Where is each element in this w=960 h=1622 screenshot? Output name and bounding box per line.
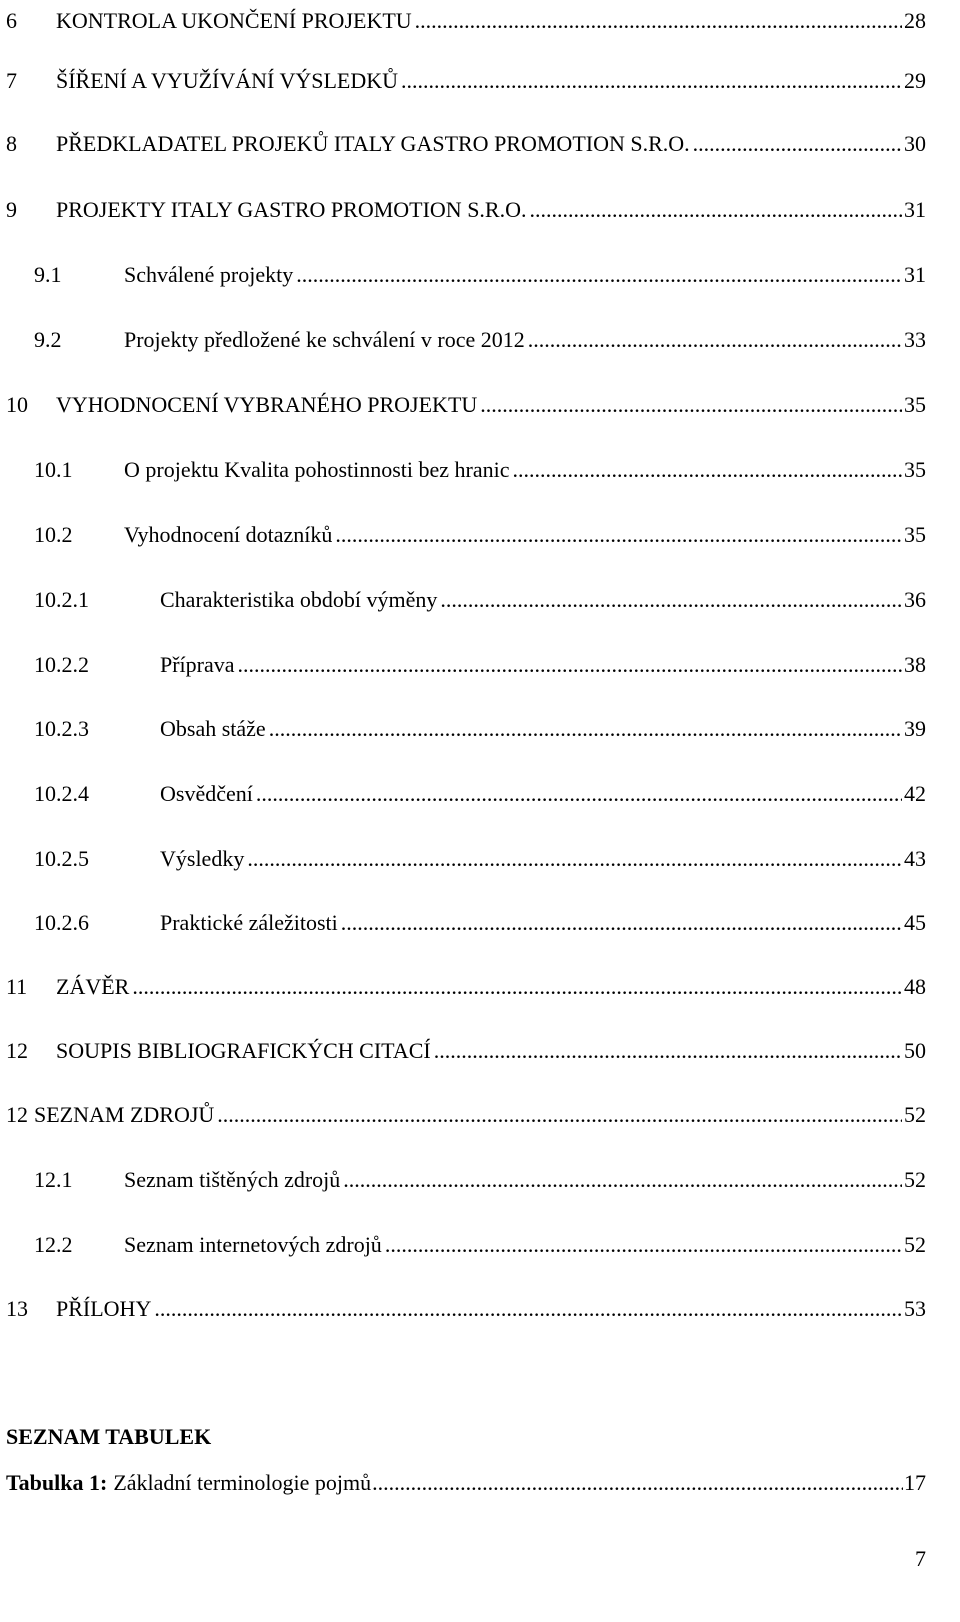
dot-leader xyxy=(217,1098,902,1132)
toc-page: 36 xyxy=(904,587,926,612)
toc-number: 10.2.1 xyxy=(34,587,89,612)
toc-number: 7 xyxy=(6,68,17,93)
toc-page: 45 xyxy=(904,910,926,935)
dot-leader xyxy=(238,648,902,682)
toc-entry xyxy=(6,193,926,227)
toc-entry xyxy=(6,388,926,422)
toc-number: 10.2.5 xyxy=(34,846,89,871)
dot-leader xyxy=(372,1466,903,1500)
toc-entry xyxy=(34,323,926,357)
toc-number: 8 xyxy=(6,131,17,156)
dot-leader xyxy=(296,258,902,292)
toc-entry xyxy=(34,906,926,940)
toc-title: Vyhodnocení dotazníků xyxy=(124,522,333,547)
page-number: 7 xyxy=(915,1546,926,1571)
tables-list-heading: SEZNAM TABULEK xyxy=(6,1424,212,1449)
toc-entry xyxy=(34,842,926,876)
toc-page: 29 xyxy=(904,68,926,93)
toc-title: Projekty předložené ke schválení v roce 2012 xyxy=(124,327,525,352)
dot-leader xyxy=(341,906,902,940)
dot-leader xyxy=(385,1228,902,1262)
toc-number: 12.1 xyxy=(34,1167,73,1192)
toc-entry xyxy=(34,712,926,746)
toc-page: 31 xyxy=(904,197,926,222)
toc-title: SEZNAM ZDROJŮ xyxy=(34,1102,215,1127)
toc-number: 10 xyxy=(6,392,28,417)
toc-page: 33 xyxy=(904,327,926,352)
toc-entry xyxy=(6,4,926,38)
toc-number: 10.1 xyxy=(34,457,73,482)
toc-entry xyxy=(34,648,926,682)
dot-leader xyxy=(530,193,903,227)
toc-title: Seznam internetových zdrojů xyxy=(124,1232,382,1257)
toc-entry xyxy=(34,258,926,292)
dot-leader xyxy=(480,388,902,422)
dot-leader xyxy=(528,323,902,357)
toc-title: Osvědčení xyxy=(160,781,253,806)
toc-page: 35 xyxy=(904,392,926,417)
dot-leader xyxy=(154,1292,902,1326)
toc-page: 53 xyxy=(904,1296,926,1321)
toc-page: 31 xyxy=(904,262,926,287)
toc-title: VYHODNOCENÍ VYBRANÉHO PROJEKTU xyxy=(56,392,478,417)
toc-page: 38 xyxy=(904,652,926,677)
toc-entry xyxy=(34,453,926,487)
toc-number: 10.2 xyxy=(34,522,73,547)
toc-entry xyxy=(6,127,926,161)
toc-entry xyxy=(34,518,926,552)
toc-page: 39 xyxy=(904,716,926,741)
toc-title: Praktické záležitosti xyxy=(160,910,338,935)
toc-entry xyxy=(34,583,926,617)
toc-entry xyxy=(34,1228,926,1262)
toc-number: 10.2.3 xyxy=(34,716,89,741)
toc-entry xyxy=(6,64,926,98)
dot-leader xyxy=(513,453,902,487)
toc-title: KONTROLA UKONČENÍ PROJEKTU xyxy=(56,8,412,33)
toc-entry xyxy=(6,1034,926,1068)
toc-number: 11 xyxy=(6,974,28,999)
toc-title: Výsledky xyxy=(160,846,245,871)
toc-number: 12 xyxy=(6,1038,28,1063)
toc-entry xyxy=(34,777,926,811)
toc-entry xyxy=(6,1098,926,1132)
toc-title: Obsah stáže xyxy=(160,716,266,741)
toc-number: 6 xyxy=(6,8,17,33)
toc-number: 13 xyxy=(6,1296,28,1321)
toc-title: SOUPIS BIBLIOGRAFICKÝCH CITACÍ xyxy=(56,1038,431,1063)
dot-leader xyxy=(247,842,902,876)
dot-leader xyxy=(335,518,902,552)
toc-title: O projektu Kvalita pohostinnosti bez hranic xyxy=(124,457,510,482)
dot-leader xyxy=(434,1034,902,1068)
toc-page: 42 xyxy=(904,781,926,806)
toc-page: 28 xyxy=(904,8,926,33)
dot-leader xyxy=(693,127,902,161)
toc-number: 9.1 xyxy=(34,262,62,287)
dot-leader xyxy=(256,777,902,811)
toc-entry xyxy=(6,1292,926,1326)
dot-leader xyxy=(401,64,902,98)
toc-title: ŠÍŘENÍ A VYUŽÍVÁNÍ VÝSLEDKŮ xyxy=(56,68,399,93)
toc-title: Seznam tištěných zdrojů xyxy=(124,1167,341,1192)
table-list-entry xyxy=(6,1466,926,1500)
dot-leader xyxy=(415,4,902,38)
dot-leader xyxy=(269,712,902,746)
toc-number: 9 xyxy=(6,197,17,222)
toc-page: 50 xyxy=(904,1038,926,1063)
toc-page: 35 xyxy=(904,522,926,547)
dot-leader xyxy=(132,970,902,1004)
table-title: Základní terminologie pojmů xyxy=(113,1470,372,1495)
toc-title: Charakteristika období výměny xyxy=(160,587,438,612)
toc-number: 12.2 xyxy=(34,1232,73,1257)
toc-number: 12 xyxy=(6,1102,28,1127)
toc-page: 35 xyxy=(904,457,926,482)
toc-number: 10.2.2 xyxy=(34,652,89,677)
toc-title: ZÁVĚR xyxy=(56,974,130,999)
dot-leader xyxy=(440,583,902,617)
dot-leader xyxy=(343,1163,902,1197)
toc-title: PROJEKTY ITALY GASTRO PROMOTION S.R.O. xyxy=(56,197,527,222)
table-label: Tabulka 1: xyxy=(6,1470,108,1495)
toc-title: PŘÍLOHY xyxy=(56,1296,152,1321)
toc-entry xyxy=(6,970,926,1004)
toc-page: 52 xyxy=(904,1102,926,1127)
toc-entry xyxy=(34,1163,926,1197)
toc-number: 9.2 xyxy=(34,327,62,352)
toc-page: 52 xyxy=(904,1232,926,1257)
toc-number: 10.2.4 xyxy=(34,781,89,806)
toc-title: Schválené projekty xyxy=(124,262,294,287)
toc-title: Příprava xyxy=(160,652,235,677)
toc-page: 30 xyxy=(904,131,926,156)
toc-page: 52 xyxy=(904,1167,926,1192)
toc-number: 10.2.6 xyxy=(34,910,89,935)
toc-title: PŘEDKLADATEL PROJEKŮ ITALY GASTRO PROMOTION S.R.O. xyxy=(56,131,690,156)
toc-page: 48 xyxy=(904,974,926,999)
toc-page: 43 xyxy=(904,846,926,871)
table-page: 17 xyxy=(904,1470,926,1495)
